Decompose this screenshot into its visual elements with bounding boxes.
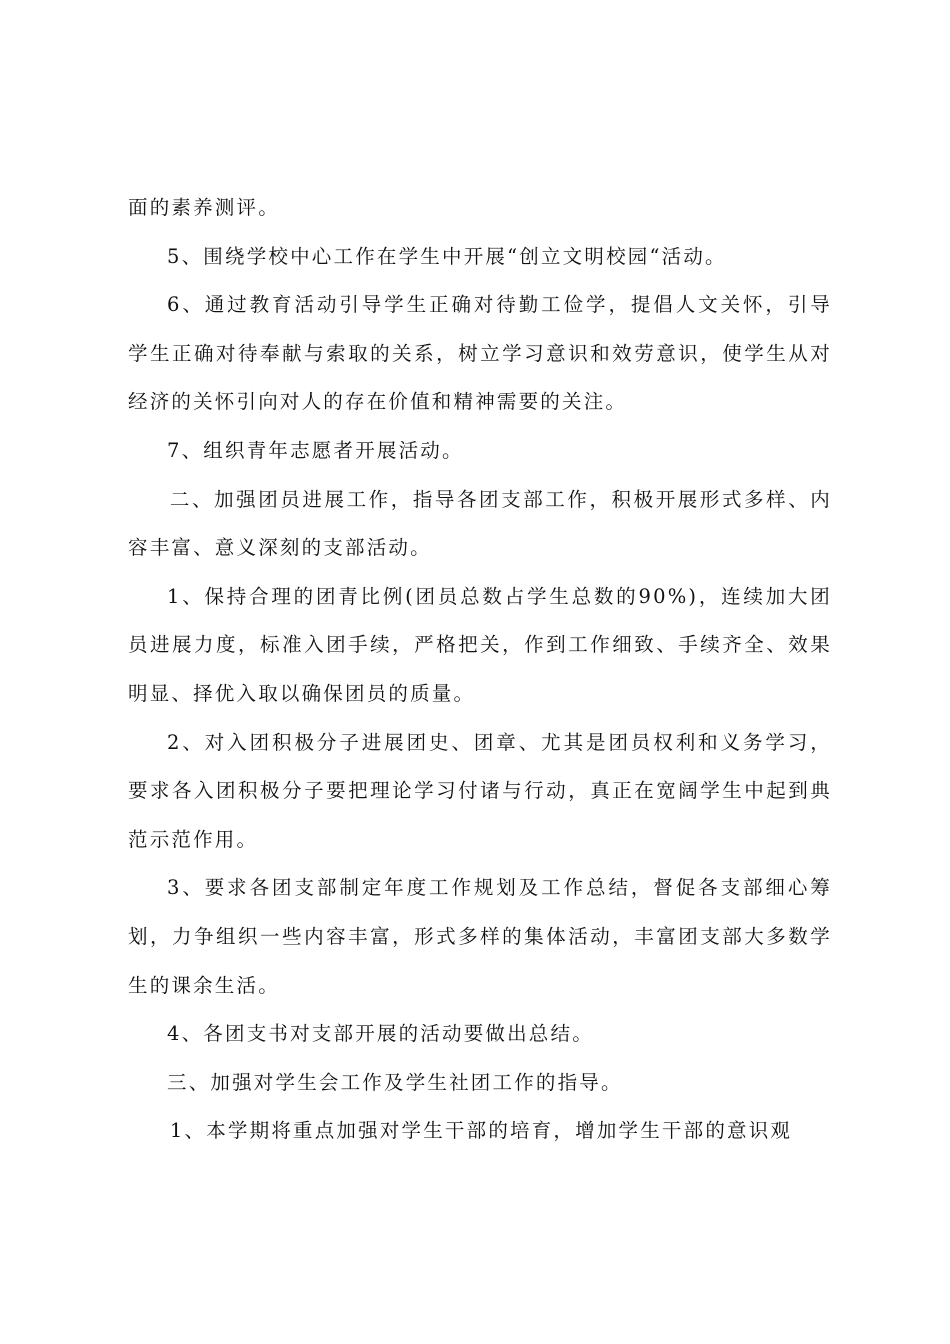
section-heading-3: 三、加强对学生会工作及学生社团工作的指导。 [167,1070,623,1094]
paragraph-item-4: 4、各团支书对支部开展的活动要做出总结。 [167,1022,594,1046]
paragraph-item-6: 6、通过教育活动引导学生正确对待勤工俭学，提倡人文关怀，引导学生正确对待奉献与索取的关系，树立学习意识和效劳意识，使学生从对经济的关怀引向对人的存在价值和精神需要的关注。 [128,293,832,414]
paragraph-item-1-section-3: 1、本学期将重点加强对学生干部的培育，增加学生干部的意识观 [169,1119,793,1143]
paragraph-item-5: 5、围绕学校中心工作在学生中开展“创立文明校园“活动。 [167,244,727,268]
paragraph-continuation: 面的素养测评。 [128,196,280,219]
section-heading-2: 二、加强团员进展工作，指导各团支部工作，积极开展形式多样、内容丰富、意义深刻的支部活动。 [128,487,832,560]
paragraph-item-3: 3、要求各团支部制定年度工作规划及工作总结，督促各支部细心筹划，力争组织一些内容丰富，形式多样的集体活动，丰富团支部大多数学生的课余生活。 [128,876,832,997]
document-body [128,184,832,1156]
paragraph-item-7: 7、组织青年志愿者开展活动。 [167,438,464,462]
paragraph-item-2: 2、对入团积极分子进展团史、团章、尤其是团员权利和义务学习，要求各入团积极分子要把理论学习付诸与行动，真正在宽阔学生中起到典范示范作用。 [128,730,832,851]
paragraph-item-1: 1、保持合理的团青比例(团员总数占学生总数的90%)，连续加大团员进展力度，标准入团手续，严格把关，作到工作细致、手续齐全、效果明显、择优入取以确保团员的质量。 [128,584,832,705]
